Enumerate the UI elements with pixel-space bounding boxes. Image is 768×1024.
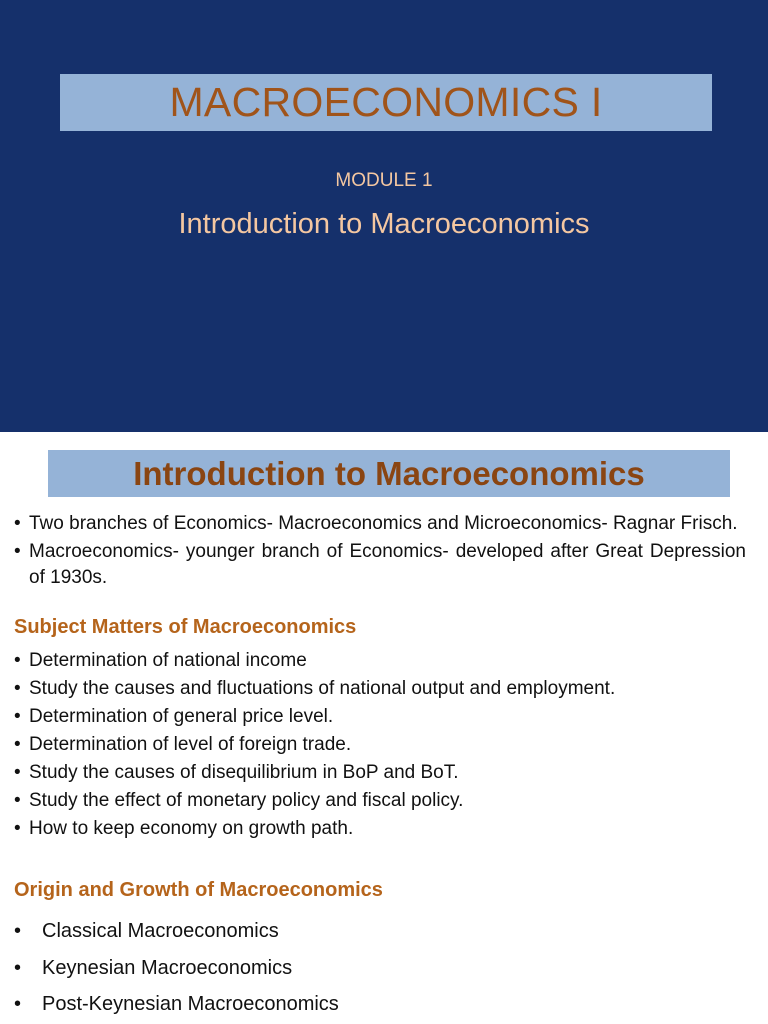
list-item: • Post-Keynesian Macroeconomics (14, 986, 746, 1023)
module-label: MODULE 1 (335, 170, 433, 191)
title-band (60, 74, 712, 131)
list-item: • Determination of general price level. (14, 703, 746, 731)
list-item: • Keynesian Macroeconomics (14, 950, 746, 987)
bullet-icon: • (14, 956, 22, 979)
bullet-icon: • (14, 513, 21, 534)
bullet-icon: • (14, 818, 21, 839)
list-item: • Two branches of Economics- Macroeconomics and Microeconomics- Ragnar Frisch. (14, 511, 746, 537)
bullet-icon: • (14, 920, 22, 942)
list-item: • Determination of level of foreign trade. (14, 731, 746, 759)
origin-bullet-list (14, 913, 746, 1023)
list-item: • Macroeconomics- younger branch of Economics- developed after Great Depression of 1930s. (14, 541, 746, 588)
bullet-icon: • (14, 790, 21, 811)
list-item: • How to keep economy on growth path. (14, 815, 746, 843)
module-subtitle: Introduction to Macroeconomics (178, 208, 590, 240)
bullet-icon: • (14, 678, 21, 699)
bullet-icon: • (14, 650, 21, 671)
list-item: • Study the causes of disequilibrium in BoP and BoT. (14, 759, 746, 787)
content-slide-title: Introduction to Macroeconomics (133, 454, 645, 492)
bullet-icon: • (14, 993, 22, 1015)
content-title-band (48, 450, 730, 497)
subject-matters-heading: Subject Matters of Macroeconomics (14, 616, 357, 638)
list-item: • Study the effect of monetary policy and fiscal policy. (14, 787, 746, 815)
bullet-icon: • (14, 734, 21, 755)
intro-bullet-list (14, 511, 746, 593)
content-slide (0, 432, 768, 1024)
subject-bullet-list (14, 647, 746, 843)
list-item: • Classical Macroeconomics (14, 913, 746, 950)
list-item: • Study the causes and fluctuations of national output and employment. (14, 675, 746, 703)
bullet-icon: • (14, 541, 21, 562)
origin-growth-heading: Origin and Growth of Macroeconomics (14, 879, 383, 901)
bullet-icon: • (14, 762, 21, 783)
list-item: • Determination of national income (14, 647, 746, 675)
title-slide (0, 0, 768, 432)
bullet-icon: • (14, 706, 21, 727)
slide-title: MACROECONOMICS I (169, 79, 603, 125)
